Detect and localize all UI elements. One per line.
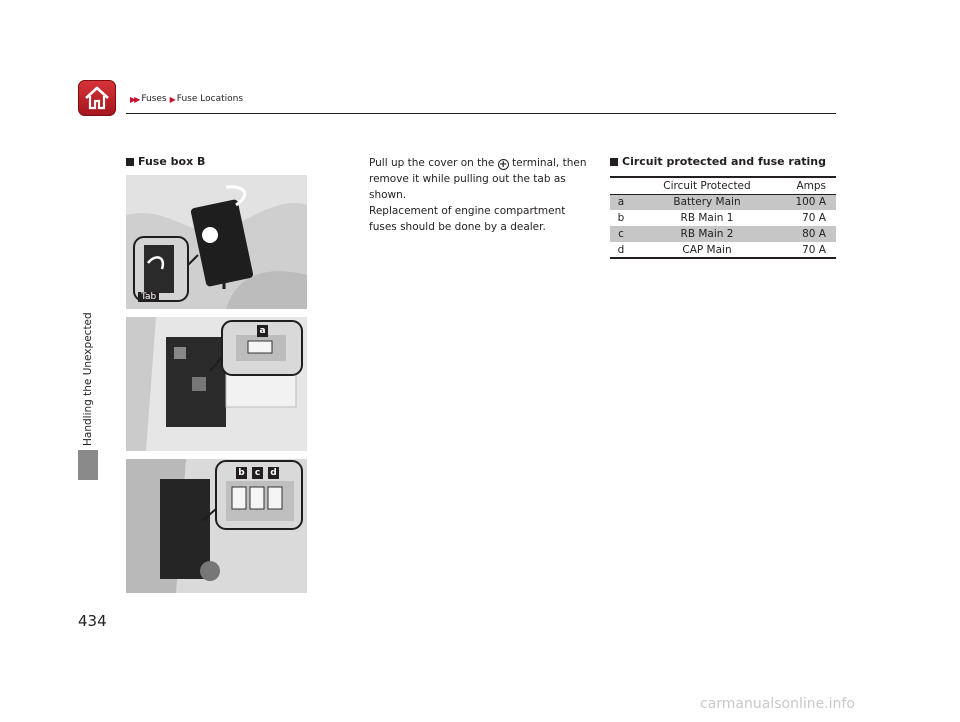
table-header-row [610,177,836,194]
bullet-square-icon [126,158,134,166]
table-row: b RB Main 1 70 A [617,212,826,224]
bullet-square-icon [610,158,618,166]
table-row: d CAP Main 70 A [610,242,836,258]
chapter-label: Handling the Unexpected [82,312,94,446]
fuse-box-heading [126,155,205,168]
table-heading-text: Circuit protected and fuse rating [622,155,826,168]
callout-d: d [268,467,279,479]
figure-fuses-bcd [126,459,307,593]
fuse-box-heading-text: Fuse box B [138,155,206,168]
table-header-circuit: Circuit Protected [632,177,782,194]
breadcrumb-arrow-icon: ▶▶ [130,94,139,104]
callout-a: a [257,325,268,337]
table-header-id [610,177,632,194]
table-row: c RB Main 2 80 A [610,226,836,242]
plus-terminal-icon: + [499,159,508,170]
breadcrumb-arrow-icon: ▶ [169,94,174,104]
table-row: a Battery Main 100 A [610,194,836,210]
figure-fuse-a [126,317,307,451]
figure-cover-removal [126,175,307,309]
instruction-paragraph-1: Pull up the cover on the + terminal, then remove it while pulling out the tab as shown. [369,157,587,201]
home-button[interactable] [78,80,116,116]
tab-callout: Tab [138,292,159,302]
table-header-amps: Amps [782,177,836,194]
fuse-rating-table [610,176,836,259]
page-number: 434 [78,612,107,630]
callout-b: b [236,467,247,479]
chapter-tab-marker [78,450,98,480]
instruction-text [369,155,591,235]
callout-c: c [252,467,263,479]
breadcrumb [130,94,243,104]
breadcrumb-link-fuse-locations[interactable]: Fuse Locations [176,94,244,104]
watermark: carmanualsonline.info [700,696,855,712]
home-icon [83,84,111,112]
breadcrumb-link-fuses[interactable]: Fuses [141,94,167,104]
instruction-paragraph-2: Replacement of engine compartment fuses should be done by a dealer. [369,205,566,233]
table-heading [610,155,826,168]
header-rule [126,113,836,114]
